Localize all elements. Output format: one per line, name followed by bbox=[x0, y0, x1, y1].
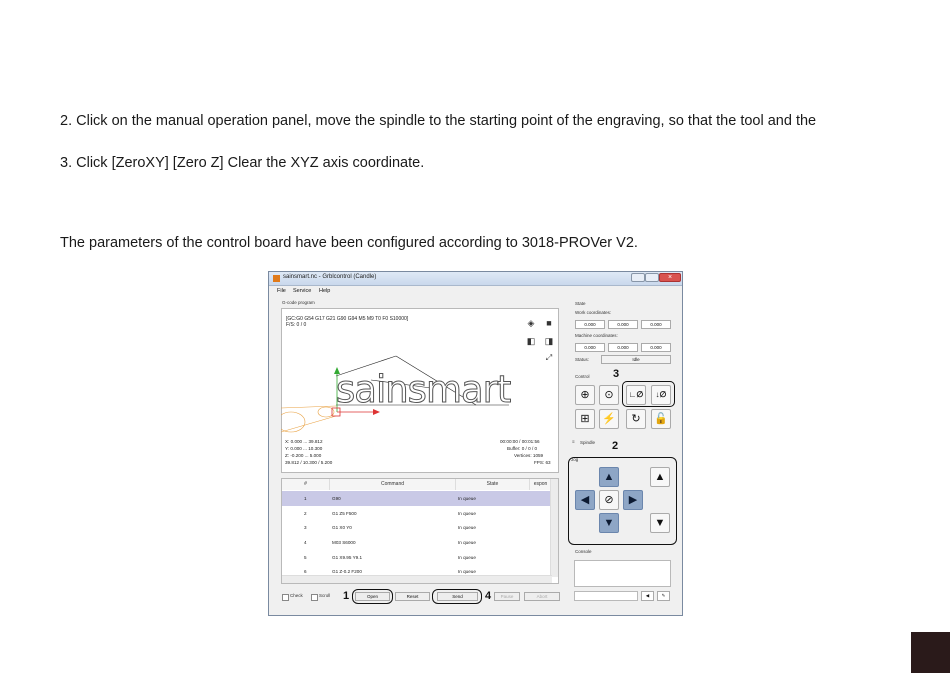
maximize-button[interactable] bbox=[645, 273, 659, 282]
menu-bar bbox=[269, 286, 682, 295]
view-front-icon[interactable]: ◧ bbox=[526, 336, 536, 346]
console-label: Console bbox=[575, 549, 592, 554]
vertices-count: Vertices: 1059 bbox=[514, 453, 544, 458]
row-num: 4 bbox=[304, 540, 307, 545]
buffer-status: Buffer: 0 / 0 / 0 bbox=[507, 446, 538, 451]
zero-xy-icon[interactable]: ∟∅ bbox=[626, 385, 646, 405]
menu-file[interactable]: File bbox=[277, 288, 286, 294]
callout-3: 3 bbox=[613, 368, 620, 380]
work-x-field: 0.000 bbox=[575, 320, 605, 329]
restore-origin-icon[interactable]: ⊞ bbox=[575, 409, 595, 429]
row-num: 1 bbox=[304, 496, 307, 501]
menu-help[interactable]: Help bbox=[319, 288, 331, 294]
coord-size: 39.812 / 10.300 / 5.200 bbox=[285, 460, 333, 465]
scroll-label: Scroll bbox=[319, 593, 331, 598]
zero-z-icon[interactable]: ↓∅ bbox=[651, 385, 671, 405]
send-button[interactable]: Send bbox=[437, 592, 478, 601]
check-checkbox[interactable] bbox=[282, 594, 289, 601]
row-num: 6 bbox=[304, 569, 307, 574]
coord-range-z: Z: -0.200 ... 5.000 bbox=[285, 453, 322, 458]
home-icon[interactable]: ⊕ bbox=[575, 385, 595, 405]
machine-y-field: 0.000 bbox=[608, 343, 638, 352]
instruction-step-2: 2. Click on the manual operation panel, move the spindle to the starting point of the engraving, so that the tool and the bbox=[60, 113, 817, 129]
row-state: In queue bbox=[458, 540, 476, 545]
jog-z-plus-icon[interactable]: ▲ bbox=[650, 467, 670, 487]
view-left-icon[interactable]: ◨ bbox=[544, 336, 554, 346]
open-button[interactable]: Open bbox=[355, 592, 390, 601]
work-coordinates-label: Work coordinates: bbox=[575, 310, 612, 315]
tool-cone bbox=[281, 406, 336, 432]
row-state: In queue bbox=[458, 525, 476, 530]
instruction-step-3: 3. Click [ZeroXY] [Zero Z] Clear the XYZ axis coordinate. bbox=[60, 155, 425, 171]
table-horizontal-scrollbar[interactable] bbox=[282, 575, 552, 583]
console-clear-icon[interactable]: ✎ bbox=[657, 591, 670, 601]
row-state: In queue bbox=[458, 511, 476, 516]
coord-range-y: Y: 0.000 ... 10.300 bbox=[285, 446, 323, 451]
row-state: In queue bbox=[458, 555, 476, 560]
app-icon bbox=[273, 275, 280, 282]
jog-y-plus-icon[interactable]: ▲ bbox=[599, 467, 619, 487]
check-label: Check bbox=[290, 593, 303, 598]
col-header-state[interactable]: State bbox=[456, 479, 530, 490]
col-header-response[interactable]: espon bbox=[530, 479, 552, 490]
pause-button[interactable]: Pause bbox=[494, 592, 520, 601]
abort-button[interactable]: Abort bbox=[524, 592, 560, 601]
gcode-program-label: G-code program bbox=[282, 300, 315, 305]
table-row[interactable] bbox=[282, 550, 552, 565]
parameters-note: The parameters of the control board have been configured according to 3018-PROVer V2. bbox=[60, 235, 638, 251]
row-command: G1 X9.95 Y9.1 bbox=[332, 555, 363, 560]
jog-z-minus-icon[interactable]: ▼ bbox=[650, 513, 670, 533]
probe-icon[interactable]: ⊙ bbox=[599, 385, 619, 405]
modal-state-text: [GC:G0 G54 G17 G21 G90 G94 M5 M9 T0 F0 S10000] bbox=[286, 316, 409, 322]
safe-position-icon[interactable]: ⚡ bbox=[599, 409, 619, 429]
table-row[interactable] bbox=[282, 535, 552, 550]
row-command: G90 bbox=[332, 496, 341, 501]
engraving-preview-text: sainsmart bbox=[336, 368, 511, 411]
unlock-icon[interactable]: 🔓 bbox=[651, 409, 671, 429]
view-isometric-icon[interactable]: ■ bbox=[546, 318, 552, 328]
jog-x-plus-icon[interactable]: ▶ bbox=[623, 490, 643, 510]
work-y-field: 0.000 bbox=[608, 320, 638, 329]
col-header-command[interactable]: Command bbox=[330, 479, 456, 490]
table-row[interactable] bbox=[282, 491, 552, 506]
jog-stop-icon[interactable]: ⊘ bbox=[599, 490, 619, 510]
reset-button[interactable]: Reset bbox=[395, 592, 430, 601]
coord-range-x: X: 0.000 ... 39.812 bbox=[285, 439, 323, 444]
spindle-label: Spindle bbox=[580, 440, 596, 445]
close-button[interactable]: × bbox=[659, 273, 681, 282]
fit-view-icon[interactable]: ⤢ bbox=[545, 353, 553, 362]
row-num: 5 bbox=[304, 555, 307, 560]
table-row[interactable] bbox=[282, 506, 552, 521]
console-input[interactable] bbox=[574, 591, 638, 601]
console-output bbox=[574, 560, 671, 587]
col-header-num[interactable]: # bbox=[282, 479, 330, 490]
reset-icon[interactable]: ↻ bbox=[626, 409, 646, 429]
machine-coordinates-label: Machine coordinates: bbox=[575, 333, 618, 338]
status-label: Status: bbox=[575, 357, 590, 362]
control-label: Control bbox=[575, 374, 590, 379]
feed-speed-text: F/S: 0 / 0 bbox=[286, 322, 307, 328]
machine-x-field: 0.000 bbox=[575, 343, 605, 352]
jog-x-minus-icon[interactable]: ◀ bbox=[575, 490, 595, 510]
view-top-icon[interactable]: ◈ bbox=[527, 318, 535, 328]
callout-1: 1 bbox=[343, 590, 350, 602]
row-num: 2 bbox=[304, 511, 307, 516]
console-send-icon[interactable]: ◀ bbox=[641, 591, 654, 601]
callout-4: 4 bbox=[485, 590, 492, 602]
row-command: G1 X0 Y0 bbox=[332, 525, 352, 530]
state-label: State bbox=[575, 301, 586, 306]
fps-value: FPS: 63 bbox=[534, 460, 551, 465]
page-corner-marker bbox=[911, 632, 950, 673]
title-bar bbox=[269, 272, 682, 286]
minimize-button[interactable] bbox=[631, 273, 645, 282]
work-z-field: 0.000 bbox=[641, 320, 671, 329]
row-command: G1 Z-0.2 F200 bbox=[332, 569, 362, 574]
spindle-menu-icon[interactable]: ≡ bbox=[572, 439, 575, 444]
window-title: sainsmart.nc - Grblcontrol (Candle) bbox=[283, 274, 377, 280]
machine-z-field: 0.000 bbox=[641, 343, 671, 352]
table-vertical-scrollbar[interactable] bbox=[550, 479, 558, 577]
row-command: G1 Z5 F500 bbox=[332, 511, 357, 516]
jog-label: Jog bbox=[571, 457, 579, 462]
row-state: In queue bbox=[458, 496, 476, 501]
table-row[interactable] bbox=[282, 520, 552, 535]
elapsed-time: 00:00:00 / 00:01:56 bbox=[500, 439, 540, 444]
scroll-checkbox[interactable] bbox=[311, 594, 318, 601]
jog-y-minus-icon[interactable]: ▼ bbox=[599, 513, 619, 533]
status-value: Idle bbox=[601, 355, 671, 364]
row-state: In queue bbox=[458, 569, 476, 574]
gcode-table[interactable] bbox=[281, 478, 559, 584]
menu-service[interactable]: Service bbox=[293, 288, 312, 294]
row-command: M03 S6000 bbox=[332, 540, 356, 545]
row-num: 3 bbox=[304, 525, 307, 530]
callout-2: 2 bbox=[612, 440, 619, 452]
